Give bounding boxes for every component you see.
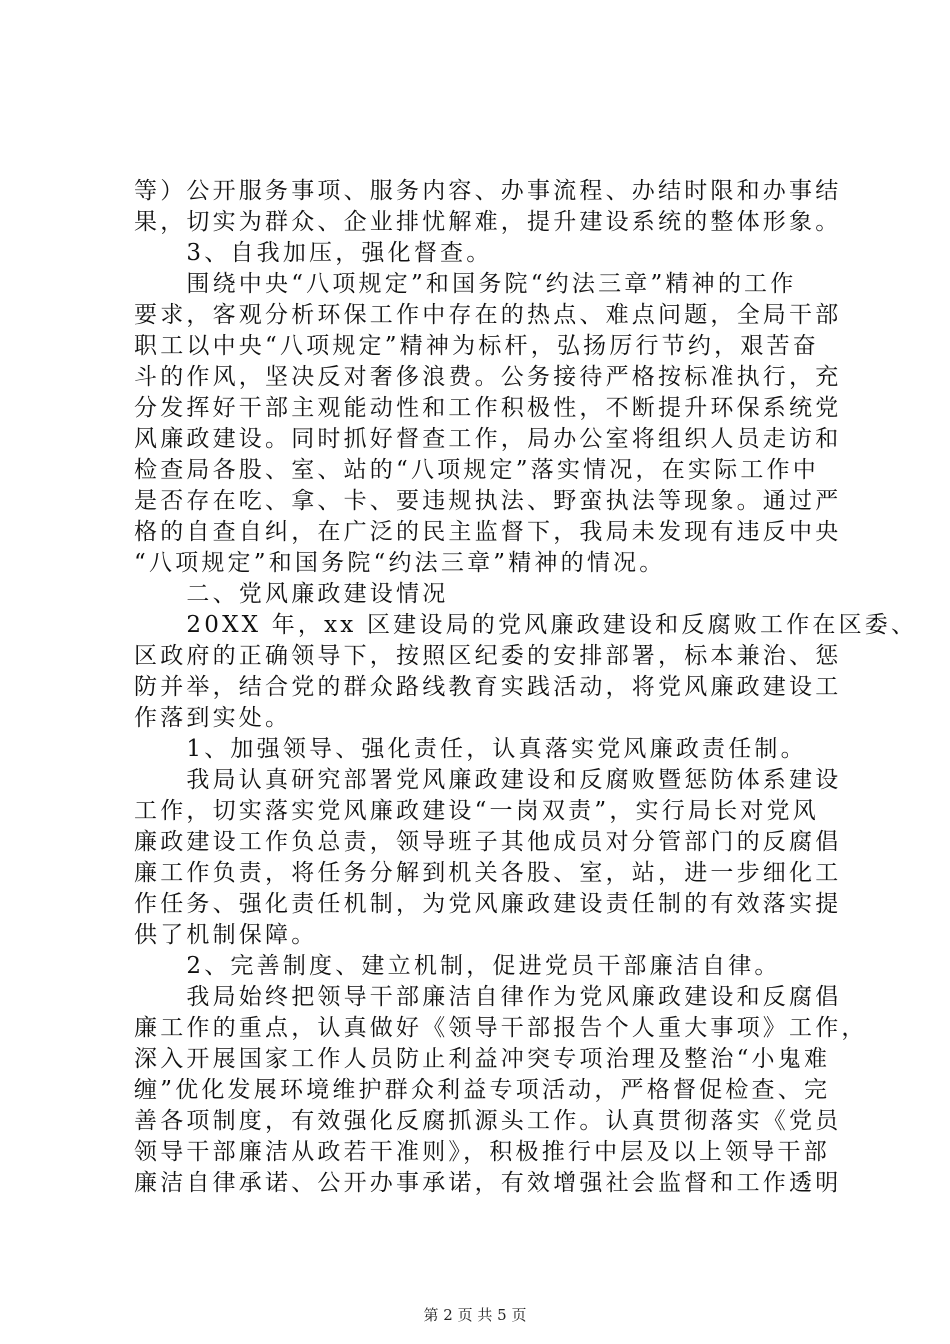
text-line: 围绕中央“八项规定”和国务院“约法三章”精神的工作 [134, 271, 797, 297]
text-line: 格的自查自纠，在广泛的民主监督下，我局未发现有违反中央 [134, 519, 842, 545]
text-line: 作落到实处。 [134, 705, 292, 731]
text-line: 职工以中央“八项规定”精神为标杆，弘扬厉行节约，艰苦奋 [134, 333, 819, 359]
text-line: 等）公开服务事项、服务内容、办事流程、办结时限和办事结 [134, 178, 842, 204]
text-line: 防并举，结合党的群众路线教育实践活动，将党风廉政建设工 [134, 674, 842, 700]
text-line: 分发挥好干部主观能动性和工作积极性，不断提升环保系统党 [134, 395, 842, 421]
text-line: 斗的作风，坚决反对奢侈浪费。公务接待严格按标准执行，充 [134, 364, 842, 390]
text-line: 2、完善制度、建立机制，促进党员干部廉洁自律。 [134, 953, 781, 979]
text-line: “八项规定”和国务院“约法三章”精神的情况。 [134, 550, 666, 576]
text-line: 工作，切实落实党风廉政建设“一岗双责”，实行局长对党风 [134, 798, 819, 824]
document-body [134, 176, 918, 1199]
text-line: 我局认真研究部署党风廉政建设和反腐败暨惩防体系建设 [134, 767, 842, 793]
text-line: 供了机制保障。 [134, 922, 318, 948]
text-line: 廉工作负责，将任务分解到机关各股、室，站，进一步细化工 [134, 860, 842, 886]
text-line: 深入开展国家工作人员防止利益冲突专项治理及整治“小鬼难 [134, 1046, 831, 1072]
text-line: 我局始终把领导干部廉洁自律作为党风廉政建设和反腐倡 [134, 984, 842, 1010]
text-line: 领导干部廉洁从政若干准则》，积极推行中层及以上领导干部 [134, 1139, 830, 1165]
text-line: 廉政建设工作负总责，领导班子其他成员对分管部门的反腐倡 [134, 829, 842, 855]
text-line: 区政府的正确领导下，按照区纪委的安排部署，标本兼治、惩 [134, 643, 842, 669]
text-line: 1、加强领导、强化责任，认真落实党风廉政责任制。 [134, 736, 807, 762]
text-line: 3、自我加压，强化督查。 [134, 240, 493, 266]
text-line: 缠”优化发展环境维护群众利益专项活动，严格督促检查、完 [134, 1077, 831, 1103]
page-footer: 第 2 页 共 5 页 [423, 1306, 527, 1324]
text-line: 二、党风廉政建设情况 [134, 581, 449, 607]
text-line: 作任务、强化责任机制，为党风廉政建设责任制的有效落实提 [134, 891, 842, 917]
text-line: 是否存在吃、拿、卡、要违规执法、野蛮执法等现象。通过严 [134, 488, 842, 514]
text-line: 20XX 年，xx 区建设局的党风廉政建设和反腐败工作在区委、 [134, 612, 918, 638]
text-line: 廉洁自律承诺、公开办事承诺，有效增强社会监督和工作透明 [134, 1170, 842, 1196]
text-line: 风廉政建设。同时抓好督查工作，局办公室将组织人员走访和 [134, 426, 842, 452]
text-line: 廉工作的重点，认真做好《领导干部报告个人重大事项》工作， [134, 1015, 868, 1041]
text-line: 善各项制度，有效强化反腐抓源头工作。认真贯彻落实《党员 [134, 1108, 842, 1134]
text-line: 要求，客观分析环保工作中存在的热点、难点问题，全局干部 [134, 302, 842, 328]
text-line: 检查局各股、室、站的“八项规定”落实情况，在实际工作中 [134, 457, 819, 483]
text-line: 果，切实为群众、企业排忧解难，提升建设系统的整体形象。 [134, 209, 842, 235]
